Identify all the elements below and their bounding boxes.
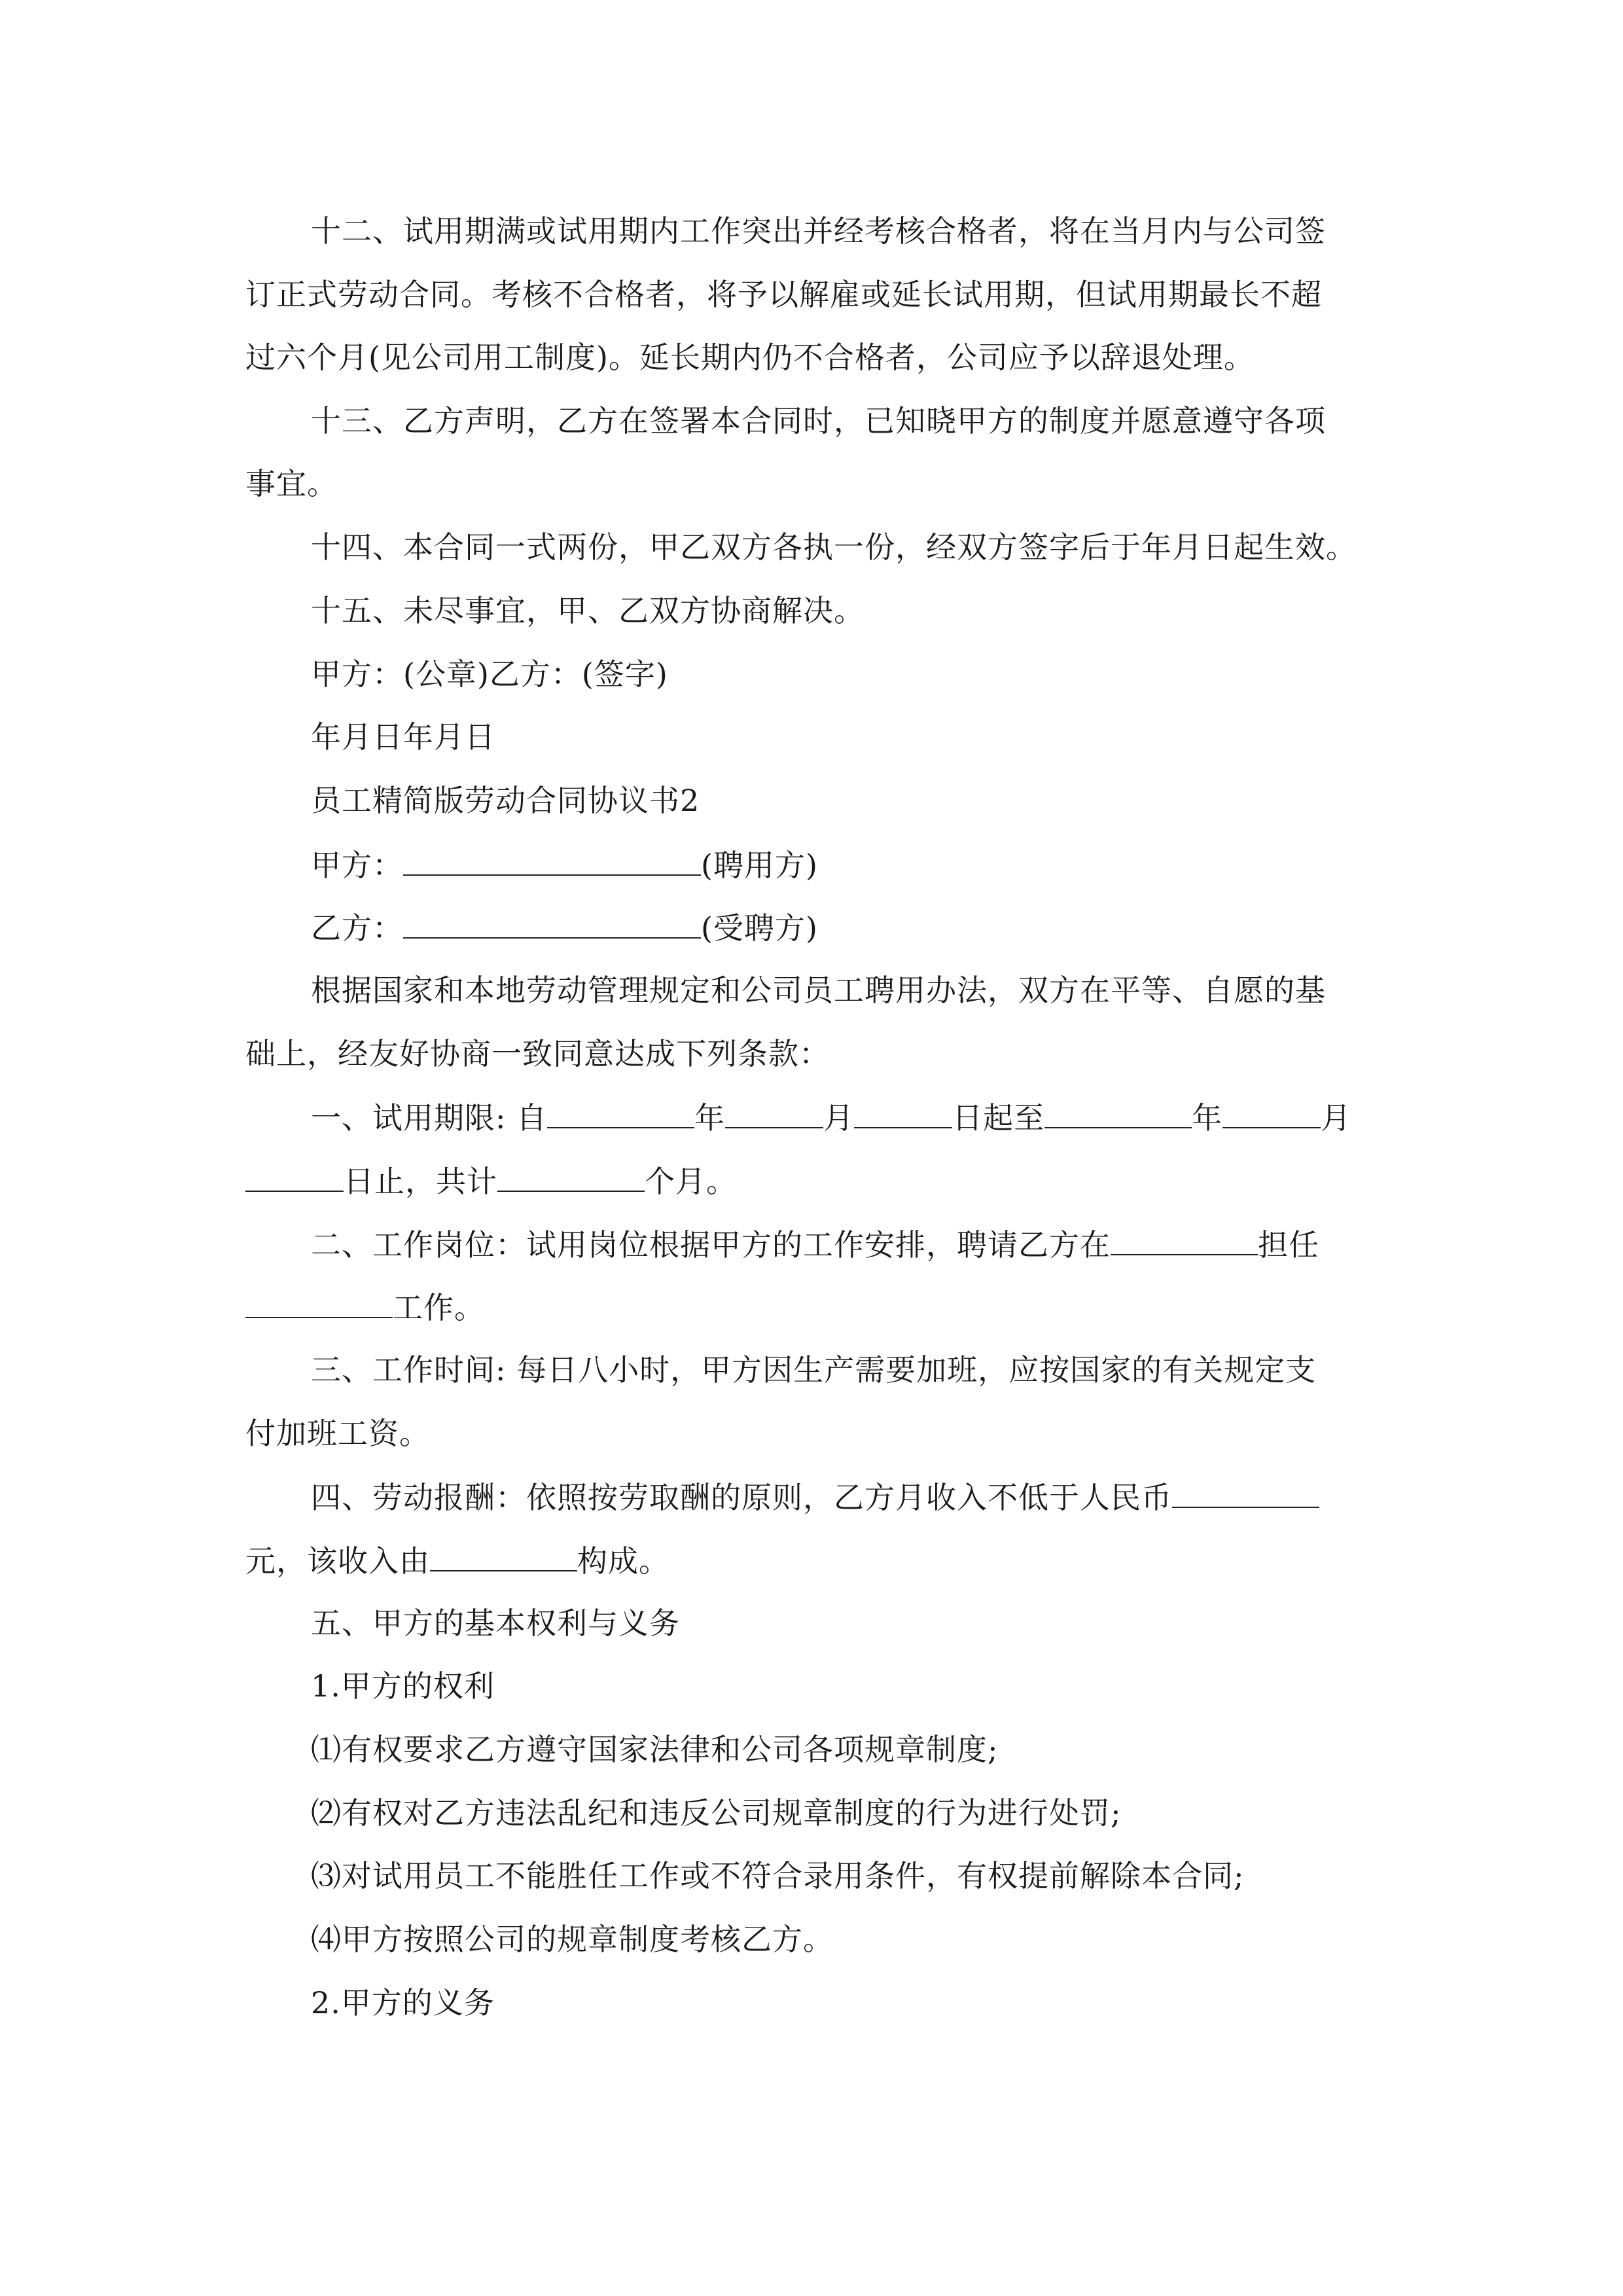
clause-4-line-1 (311, 1477, 1446, 1517)
end-month-blank (1222, 1097, 1321, 1128)
end-day-blank (245, 1160, 344, 1192)
clause-2-prefix: 二、工作岗位：试用岗位根据甲方的工作安排，聘请乙方在 (311, 1227, 1111, 1263)
party-b-role: (受聘方) (701, 910, 818, 946)
start-month-blank (725, 1097, 823, 1128)
clause-1-year1: 年 (694, 1100, 726, 1136)
clause-2-serve: 担任 (1258, 1227, 1319, 1263)
party-a-rights-heading: 1.甲方的权利 (311, 1668, 495, 1704)
right-item-3: ⑶对试用员工不能胜任工作或不符合录用条件，有权提前解除本合同; (311, 1858, 1245, 1893)
clause-12-line-1: 十二、试用期满或试用期内工作突出并经考核合格者，将在当月内与公司签 (311, 213, 1326, 249)
intro-line-1: 根据国家和本地劳动管理规定和公司员工聘用办法，双方在平等、自愿的基 (311, 973, 1326, 1008)
salary-composition-blank (430, 1540, 577, 1571)
clause-1-line-2 (245, 1160, 1381, 1201)
section-5-heading: 五、甲方的基本权利与义务 (311, 1605, 680, 1641)
clause-14: 十四、本合同一式两份，甲乙双方各执一份，经双方签字后于年月日起生效。 (311, 529, 1357, 565)
clause-1-unit: 个月。 (645, 1164, 737, 1199)
party-a-line (311, 844, 1446, 885)
clause-13-line-2: 事宜。 (245, 466, 338, 501)
clause-13-line-1: 十三、乙方声明，乙方在签署本合同时，已知晓甲方的制度并愿意遵守各项 (311, 403, 1326, 439)
department-blank (1111, 1224, 1258, 1255)
clause-12-line-2: 订正式劳动合同。考核不合格者，将予以解雇或延长试用期，但试用期最长不超 (245, 277, 1322, 312)
clause-3-line-2: 付加班工资。 (245, 1416, 430, 1451)
months-total-blank (497, 1160, 645, 1192)
start-year-blank (547, 1097, 694, 1128)
party-b-label: 乙方： (311, 910, 403, 946)
clause-1-year2: 年 (1192, 1100, 1223, 1136)
end-year-blank (1044, 1097, 1192, 1128)
party-b-blank (403, 907, 701, 939)
clause-1-month2: 月 (1321, 1100, 1352, 1136)
intro-line-2: 础上，经友好协商一致同意达成下列条款： (245, 1036, 830, 1071)
clause-2-line-1 (311, 1224, 1446, 1265)
position-blank (245, 1287, 393, 1318)
party-a-blank (403, 844, 701, 876)
clause-2-work: 工作。 (393, 1290, 485, 1325)
right-item-1: ⑴有权要求乙方遵守国家法律和公司各项规章制度; (311, 1732, 999, 1767)
document-title-2: 员工精简版劳动合同协议书2 (311, 783, 700, 818)
clause-12-line-3: 过六个月(见公司用工制度)。延长期内仍不合格者，公司应予以辞退处理。 (245, 340, 1255, 375)
clause-4-prefix: 四、劳动报酬：依照按劳取酬的原则，乙方月收入不低于人民币 (311, 1480, 1172, 1515)
signature-parties: 甲方：(公章)乙方：(签字) (311, 656, 668, 692)
clause-1-stop: 日止，共计 (344, 1164, 497, 1199)
start-day-blank (854, 1097, 952, 1128)
clause-1-prefix: 一、试用期限: 自 (311, 1100, 548, 1136)
clause-4-yuan: 元，该收入由 (245, 1543, 430, 1579)
right-item-4: ⑷甲方按照公司的规章制度考核乙方。 (311, 1922, 834, 1957)
clause-1-day-to: 日起至 (952, 1100, 1045, 1136)
clause-15: 十五、未尽事宜，甲、乙双方协商解决。 (311, 593, 865, 628)
clause-3-line-1: 三、工作时间: 每日八小时，甲方因生产需要加班，应按国家的有关规定支 (311, 1352, 1317, 1388)
party-b-line (311, 907, 1446, 948)
salary-blank (1172, 1477, 1319, 1508)
party-a-label: 甲方： (311, 848, 403, 883)
clause-4-compose: 构成。 (577, 1543, 669, 1579)
party-a-role: (聘用方) (701, 848, 818, 883)
right-item-2: ⑵有权对乙方违法乱纪和违反公司规章制度的行为进行处罚; (311, 1795, 1122, 1831)
clause-1-line-1 (311, 1097, 1446, 1138)
clause-1-month1: 月 (823, 1100, 855, 1136)
clause-4-line-2 (245, 1540, 1381, 1581)
party-a-duties-heading: 2.甲方的义务 (311, 1985, 495, 2020)
signature-dates: 年月日年月日 (311, 719, 495, 755)
clause-2-line-2 (245, 1287, 1381, 1327)
